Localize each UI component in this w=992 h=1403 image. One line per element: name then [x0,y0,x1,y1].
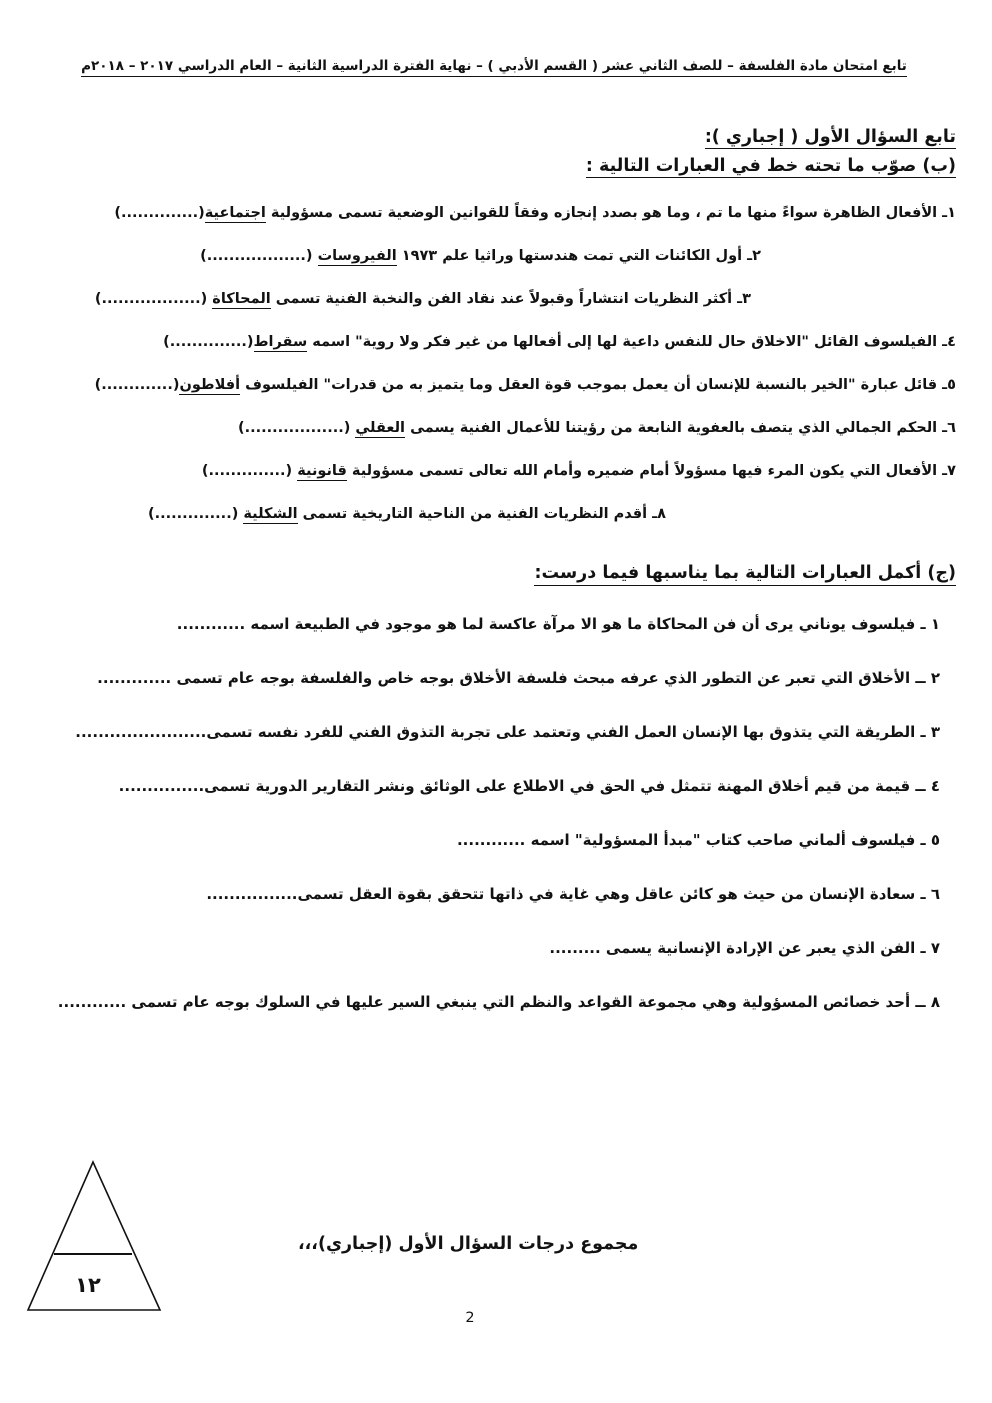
marks-pyramid-icon [26,1158,166,1318]
correction-item-3 [20,279,956,322]
answer-blank: (..............) [147,506,244,522]
correction-item-1 [20,193,956,236]
underlined-word: اجتماعية [204,205,266,221]
correction-item-4 [20,322,956,365]
underlined-word: سقراط [253,334,308,350]
section-b-title: (ب) صوّب ما تحته خط في العبارات التالية : [585,156,956,176]
underlined-word: قانونية [297,463,347,479]
page-number: 2 [465,1310,475,1326]
item-text: ٤ـ الفيلسوف القائل "الاخلاق حال للنفس داعية لها إلى أفعالها من غير فكر ولا روية" اسمه [307,334,956,350]
answer-blank: (..................) [237,420,356,436]
answer-blank: (..................) [200,248,318,264]
total-marks-value: ١٢ [75,1273,101,1297]
answer-blank: (..............) [201,463,298,479]
section-b-list [20,193,956,537]
completion-item-4: ٤ ــ قيمة من قيم أخلاق المهنة تتمثل في الحق في الاطلاع على الوثائق ونشر التقارير الدورية تسمى............... [118,777,940,795]
exam-running-header-text: تابع امتحان مادة الفلسفة – للصف الثاني عشر ( القسم الأدبي ) – نهاية الفترة الدراسية الثانية – العام الدراسي ٢٠١٧ – ٢٠١٨م [81,58,907,77]
underlined-word: الفيروسات [317,248,397,264]
item-text: ٥ـ قائل عبارة "الخير بالنسبة للإنسان أن يعمل بموجب قوة العقل وما يتميز به من قدرات" الفيلسوف [240,377,956,393]
correction-item-2 [20,236,956,279]
underlined-word: العقلي [355,420,406,436]
underlined-word: المحاكاة [212,291,271,307]
correction-item-7 [20,451,956,494]
total-marks-label: مجموع درجات السؤال الأول (إجباري)،،، [298,1234,639,1254]
correction-item-8 [20,494,956,537]
section-c-list [20,609,940,1041]
completion-item-1: ١ ـ فيلسوف يوناني يرى أن فن المحاكاة ما هو الا مرآة عاكسة لما هو موجود في الطبيعة اسمه ............ [176,615,940,633]
underlined-word: أفلاطون [179,377,241,393]
completion-item-2: ٢ ــ الأخلاق التي تعبر عن التطور الذي عرفه مبحث فلسفة الأخلاق بوجه خاص والفلسفة بوجه عام تسمى ............. [97,669,940,687]
item-text: ٢ـ أول الكائنات التي تمت هندستها وراثيا علم ١٩٧٣ [396,248,761,264]
exam-running-header [28,0,960,77]
item-text: ٧ـ الأفعال التي يكون المرء فيها مسؤولاً أمام ضميره وأمام الله تعالى تسمى مسؤولية [346,463,956,479]
item-text: ١ـ الأفعال الظاهرة سواءً منها ما تم ، وما هو بصدد إنجازه وفقاً للقوانين الوضعية تسمى مسؤولية [265,205,956,221]
question-continuation-title: تابع السؤال الأول ( إجباري ): [704,127,956,147]
item-text: ٨ـ أقدم النظريات الفنية من الناحية التاريخية تسمى [297,506,666,522]
completion-item-6: ٦ ـ سعادة الإنسان من حيث هو كائن عاقل وهي غاية في ذاتها تتحقق بقوة العقل تسمى................ [206,885,940,903]
underlined-word: الشكلية [243,506,298,522]
answer-blank: (..............) [163,334,254,350]
answer-blank: (..............) [114,205,205,221]
item-text: ٣ـ أكثر النظريات انتشاراً وقبولاً عند نقاد الفن والنخبة الفنية تسمى [270,291,751,307]
marks-pyramid [26,1158,166,1318]
item-text: ٦ـ الحكم الجمالي الذي يتصف بالعفوية النابعة من رؤيتنا للأعمال الفنية يسمى [405,420,956,436]
completion-item-5: ٥ ـ فيلسوف ألماني صاحب كتاب "مبدأ المسؤولية" اسمه ............ [456,831,940,849]
correction-item-5 [20,365,956,408]
completion-item-7: ٧ ـ الفن الذي يعبر عن الإرادة الإنسانية يسمى ......... [549,939,940,957]
answer-blank: (..................) [94,291,213,307]
completion-item-8: ٨ ــ أحد خصائص المسؤولية وهي مجموعة القواعد والنظم التي ينبغي السير عليها في السلوك بوجه عام تسمى ............ [57,993,940,1011]
correction-item-6 [20,408,956,451]
section-c-title: (ج) أكمل العبارات التالية بما يناسبها فيما درست: [0,563,956,583]
answer-blank: (.............) [94,377,180,393]
completion-item-3: ٣ ـ الطريقة التي يتذوق بها الإنسان العمل الفني وتعتمد على تجربة التذوق الفني للفرد نفسه تسمى....................... [75,723,940,741]
